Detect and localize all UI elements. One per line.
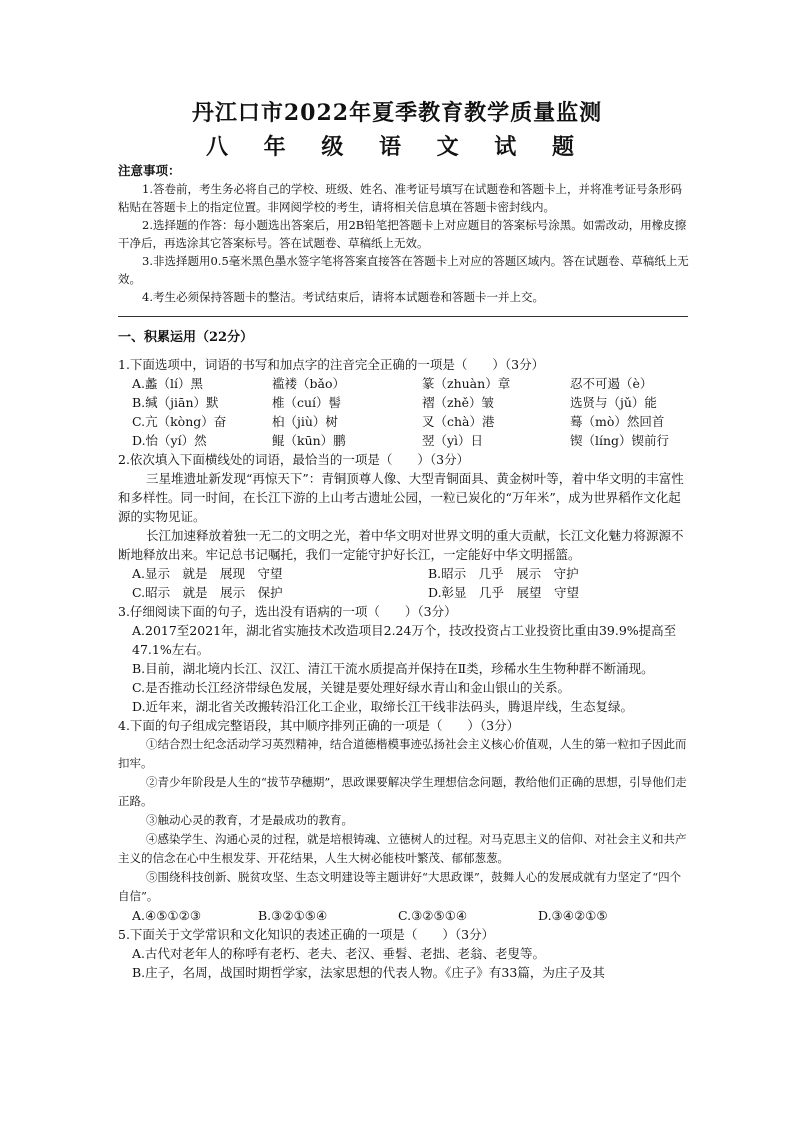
option: 叉（chà）港: [422, 414, 495, 429]
option: 桕（jiù）树: [272, 414, 338, 429]
sentence: ③触动心灵的教育，才是最成功的教育。: [146, 813, 353, 827]
option: 选贤与（jǔ）能: [570, 395, 657, 410]
option: A.显示 就是 展现 守望: [132, 566, 283, 581]
exam-title: 丹江口市2022年夏季教育教学质量监测: [191, 100, 603, 126]
option: B.目前，湖北境内长江、汉江、清江干流水质提高并保持在Ⅱ类，珍稀水生生物种群不断涌现。: [132, 661, 654, 676]
option: D.彰显 几乎 展望 守望: [428, 585, 580, 600]
option: 褶（zhě）皱: [422, 395, 495, 410]
q1-options: [132, 374, 690, 450]
passage-paragraph: 三星堆遗址新发现“再惊天下”：青铜顶尊人像、大型青铜面具、黄金树叶等，着中华文明的丰富性和多样性。同一时间，在长江下游的上山考古遗址公园，一粒已炭化的“万年米”，成为世界稻作文化起源的实物见证。: [118, 471, 684, 524]
option: 椎（cuí）髻: [272, 395, 342, 410]
passage-paragraph: 长江加速释放着独一无二的文明之光，着中华文明对世界文明的重大贡献，长江文化魅力将源源不断地释放出来。牢记总书记嘱托，我们一定能守护好长江，一定能好中华文明摇篮。: [118, 528, 684, 562]
option: 鲲（kūn）鹏: [272, 433, 346, 448]
notice-item: 1.答卷前，考生务必将自己的学校、班级、姓名、准考证号填写在试题卷和答题卡上，并将准考证号条形码粘贴在答题卡上的指定位置。非网阅学校的考生，请将相关信息填在答题卡密封线内。: [118, 182, 682, 214]
q4-options: [132, 906, 690, 925]
option: 翌（yì）日: [422, 433, 484, 448]
option: D.③④②①⑤: [538, 908, 608, 923]
option: 篆（zhuàn）章: [422, 376, 511, 391]
notice-item: 4.考生必须保持答题卡的整洁。考试结束后，请将本试题卷和答题卡一并上交。: [142, 290, 544, 304]
option: B.缄（jiān）默: [132, 395, 219, 410]
option: A.④⑤①②③: [132, 908, 202, 923]
question-stem: 3.仔细阅读下面的句子，选出没有语病的一项（ ）（3分）: [118, 604, 457, 619]
question-stem: 2.依次填入下面横线处的词语，最恰当的一项是（ ）（3分）: [118, 452, 470, 467]
option: A.2017至2021年，湖北省实施技术改造项目2.24万个，技改投资占工业投资比重由39.9%提高至47.1%左右。: [132, 623, 677, 657]
q2-options: [132, 564, 690, 602]
sentence: ⑤围绕科技创新、脱贫攻坚、生态文明建设等主题讲好“大思政课”，鼓舞人心的发展成就有力坚定了“四个自信”。: [118, 870, 682, 903]
option: B.庄子，名周，战国时期哲学家，法家思想的代表人物。《庄子》有33篇，为庄子及其: [132, 965, 605, 980]
question-stem: 4.下面的句子组成完整语段，其中顺序排列正确的一项是（ ）（3分）: [118, 718, 520, 733]
option: C.昭示 就是 展示 保护: [132, 585, 283, 600]
option: A.古代对老年人的称呼有老朽、老夫、老汉、垂髫、老拙、老翁、老叟等。: [132, 946, 546, 961]
option: C.是否推动长江经济带绿色发展，关键是要处理好绿水青山和金山银山的关系。: [132, 680, 571, 695]
divider: [118, 316, 688, 317]
option: D.怡（yí）然: [132, 433, 207, 448]
option: D.近年来，湖北省关改搬转沿江化工企业，取缔长江干线非法码头，腾退岸线，生态复绿。: [132, 699, 634, 714]
option: 锲（líng）锲前行: [570, 433, 670, 448]
option: B.昭示 几乎 展示 守护: [428, 566, 579, 581]
notice-item: 3.非选择题用0.5毫米黑色墨水签字笔将答案直接答在答题卡上对应的答题区域内。答在试题卷、草稿纸上无效。: [118, 254, 689, 286]
question-stem: 1.下面选项中，词语的书写和加点字的注音完全正确的一项是（ ）（3分）: [118, 357, 545, 372]
option: 褴褛（bǎo）: [272, 376, 345, 391]
notice-heading: 注意事项：: [118, 163, 181, 178]
option: C.亢（kòng）奋: [132, 414, 227, 429]
option: 忍不可遏（è）: [570, 376, 653, 391]
exam-content: [118, 328, 690, 982]
option: B.③②①⑤④: [258, 908, 328, 923]
section-title: 一、积累运用（22分）: [118, 330, 254, 345]
sentence: ①结合烈士纪念活动学习英烈精神，结合道德楷模事迹弘扬社会主义核心价值观，人生的第一粒扣子因此而扣牢。: [118, 737, 687, 770]
option: A.蠡（lí）黑: [132, 376, 203, 391]
question-stem: 5.下面关于文学常识和文化知识的表述正确的一项是（ ）（3分）: [118, 927, 495, 942]
exam-subtitle: 八 年 级 语 文 试 题: [206, 134, 588, 160]
sentence: ②青少年阶段是人生的“拔节孕穗期”，思政课要解决学生理想信念问题，教给他们正确的思想，引导他们走正路。: [118, 775, 687, 808]
notice-block: [118, 162, 692, 306]
option: 蓦（mò）然回首: [570, 414, 665, 429]
option: C.③②⑤①④: [398, 908, 468, 923]
notice-item: 2.选择题的作答：每小题选出答案后，用2B铅笔把答题卡上对应题目的答案标号涂黑。如需改动，用橡皮擦干净后，再选涂其它答案标号。答在试题卷、草稿纸上无效。: [118, 218, 687, 250]
sentence: ④感染学生、沟通心灵的过程，就是培根铸魂、立德树人的过程。对马克思主义的信仰、对社会主义和共产主义的信念在心中生根发芽、开花结果，人生大树必能枝叶繁茂、郁郁葱葱。: [118, 832, 687, 865]
